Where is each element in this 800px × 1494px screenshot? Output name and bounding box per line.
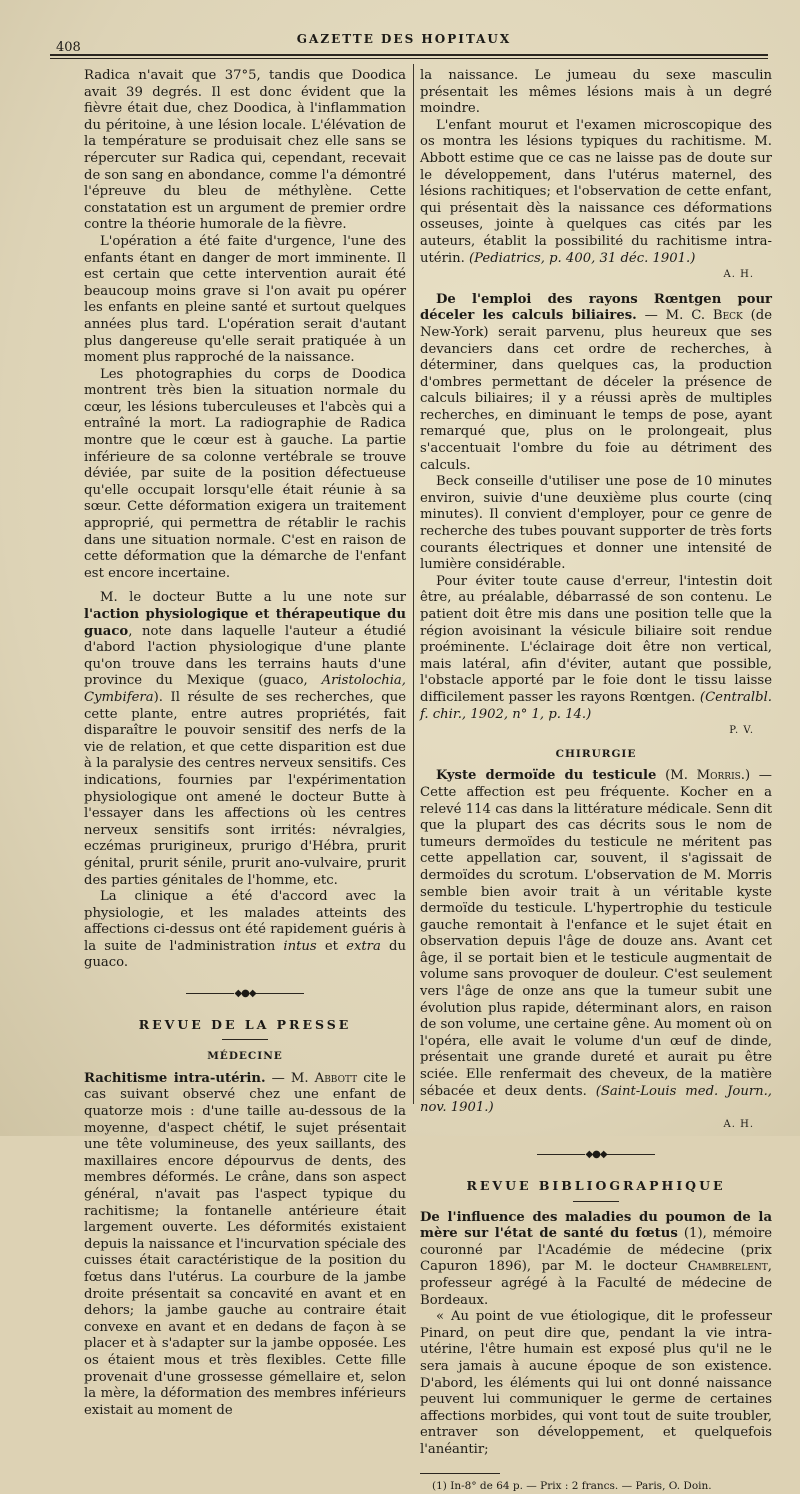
left-column: [84, 68, 406, 1419]
text: L'enfant mourut et l'examen microscopique des os montra les lésions typiques du rachitisme. M. Abbott estime que ce cas ne laisse pas de doute sur le développement, dans l'utérus maternel, des lésions rachitiques; et l'observation de cette enfant, qui présentait dès la naissance ces déformations osseuses, jointe à quelques cas cités par les auteurs, établit la possibilité du rachitisme intra-utérin.: [420, 118, 772, 266]
signature: A. H.: [420, 267, 772, 284]
short-rule: [222, 1039, 268, 1040]
footnote: (1) In-8° de 64 p. — Prix : 2 francs. — Paris, O. Doin.: [420, 1478, 772, 1494]
text: La clinique a été d'accord avec la physiologie, et les malades atteints des affections ci-dessus ont été rapidement guéris à la suite de l'administration: [84, 889, 406, 954]
text: M. le docteur Butte a lu une note sur: [100, 590, 406, 605]
term: intus: [283, 939, 316, 954]
section-ornament: ◆●◆: [420, 1147, 772, 1164]
guaco-title: l'action physiologique et thérapeutique du guaco: [84, 607, 406, 639]
paragraph: Les photographies du corps de Doodica montrent très bien la situation normale du cœur, les lésions tuberculeuses et l'abcès qui a entraîné la mort. La radiographie de Radica montre que le cœur est à gauche. La partie inférieure de sa colonne vertébrale se trouve déviée, par suite de la position défectueuse qu'elle occupait lorsqu'elle était réunie à sa sœur. Cette déformation exigera un traitement approprié, qui permettra de rétablir le rachis dans une situation normale. C'est en raison de cette déformation que la démarche de l'enfant est encore incertaine.: [84, 367, 406, 583]
page-header: [40, 26, 768, 60]
paragraph: L'opération a été faite d'urgence, l'une des enfants étant en danger de mort imminente. Il est certain que cette intervention aurait été beaucoup moins grave si l'on avait pu opérer les enfants en pleine santé et surtout quelques années plus tard. L'opération serait d'autant plus dangereuse qu'elle serait pratiquée à un moment plus rapproché de la naissance.: [84, 234, 406, 367]
text: du guaco.: [84, 939, 406, 971]
section-title-revue-biblio: REVUE BIBLIOGRAPHIQUE: [420, 1178, 772, 1195]
text: (M.: [656, 768, 696, 783]
author-name: Chambrelent: [688, 1259, 768, 1274]
text: — M. C.: [637, 308, 713, 323]
text: , professeur agrégé à la Faculté de médecine de Bordeaux.: [420, 1259, 772, 1307]
paragraph: Beck conseille d'utiliser une pose de 10 minutes environ, suivie d'une deuxième plus courte (cinq minutes). Il convient d'employer, pour ce genre de recherche des tubes pouvant supporter de très forts courants électriques et donner une intensité de lumière considérable.: [420, 474, 772, 574]
book-title: De l'influence des maladies du poumon de la mère sur l'état de santé du fœtus: [420, 1210, 772, 1242]
guaco-paragraph: [84, 590, 406, 889]
article-bibliographie: [420, 1210, 772, 1310]
reference: (Saint-Louis med. Journ., nov. 1901.): [420, 1084, 772, 1116]
subsection-chirurgie: CHIRURGIE: [420, 746, 772, 763]
signature: P. V.: [420, 723, 772, 740]
text: (de New-York) serait parvenu, plus heureux que ses devanciers dans cet ordre de recherches, à déterminer, dans quelques cas, la production d'ombres permettant de déceler la présence de calculs biliaires; il y a réussi après de multiples recherches, en diminuant le temps de pose, ayant remarqué que, plus on le prolongeait, plus s'accentuait l'ombre du foie au détriment des calculs.: [420, 308, 772, 472]
text: cite le cas suivant observé chez une enfant de quatorze mois : d'une taille au-dessous de la moyenne, d'aspect chétif, le sujet présentait une tête volumineuse, des yeux saillants, des maxillaires encore dépourvus de dents, des membres déformés. Le crâne, dans son aspect général, n'avait pas l'aspect typique du rachitisme; la fontanelle antérieure était largement ouverte. Les déformités existaient depuis la naissance et l'incurvation spéciale des cuisses était caractéristique de la position du fœtus dans l'utérus. La courbure de la jambe droite présentait sa concavité en avant et en dehors; la jambe gauche au contraire était convexe en avant et en dedans de façon à se placer et à s'adapter sur la jambe opposée. Les os étaient mous et très flexibles. Cette fille provenait d'une grossesse gémellaire et, selon la mère, la déformation des membres inférieurs existait au moment de: [84, 1071, 406, 1418]
species-name: Aristolochia, Cymbifera: [84, 673, 406, 705]
text: Pour éviter toute cause d'erreur, l'intestin doit être, au préalable, débarrassé de son contenu. Le patient doit être mis dans une position telle que la région avoisinant la vésicule biliaire soit rendue proéminente. L'éclairage doit être non vertical, mais latéral, afin d'éviter, autant que possible, l'obstacle apporté par le foie dont le tissu laisse difficilement passer les rayons Rœntgen.: [420, 574, 772, 705]
text: .) — Cette affection est peu fréquente. Kocher en a relevé 114 cas dans la littérature médicale. Senn dit que la plupart des cas décrits sous le nom de tumeurs dermoïdes du testicule ne méritent pas cette appellation car, souvent, il s'agissait de dermoïdes du scrotum. L'observation de M. Morris semble bien avoir trait à un véritable kyste dermoïde du testicule. L'hypertrophie du testicule gauche remontait à l'enfance et le sujet était en observation depuis l'âge de douze ans. Avant cet âge, il se portait bien et le testicule augmentait de volume sans provoquer de douleur. C'est seulement vers l'âge de onze ans que la tumeur subit une évolution plus rapide, déterminant alors, en raison de son volume, une certaine gêne. Au moment où on l'opéra, elle avait le volume d'un œuf de dinde, présentait une grande dureté et aurait pu être sciée. Elle renfermait des cheveux, de la matière sébacée et deux dents.: [420, 768, 772, 1098]
paragraph: Radica n'avait que 37°5, tandis que Doodica avait 39 degrés. Il est donc évident que la fièvre était due, chez Doodica, à l'inflammation du péritoine, à une lésion locale. L'élévation de la température se produisait chez elle sans se répercuter sur Radica qui, cependant, recevait de son sang en abondance, comme l'a démontré l'épreuve du bleu de méthylène. Cette constatation est un argument de premier ordre contre la théorie humorale de la fièvre.: [84, 68, 406, 234]
column-divider: [413, 64, 414, 1104]
reference: (Centralbl. f. chir., 1902, n° 1, p. 14.): [420, 690, 772, 722]
paragraph: la naissance. Le jumeau du sexe masculin présentait les mêmes lésions mais à un degré moindre.: [420, 68, 772, 118]
footnote-rule: [420, 1473, 500, 1474]
right-column: [420, 68, 772, 1494]
header-rule: [50, 54, 768, 56]
header-rule-thin: [50, 58, 768, 59]
text: et: [317, 939, 346, 954]
paragraph: [420, 118, 772, 267]
spacer: [420, 284, 772, 292]
paragraph: [84, 889, 406, 972]
article-title: Rachitisme intra-utérin.: [84, 1071, 266, 1086]
paragraph: [420, 574, 772, 723]
text: , note dans laquelle l'auteur a étudié d'abord l'action physiologique d'une plante qu'on trouve dans les terrains hauts d'une province du Mexique (guaco,: [84, 624, 406, 689]
text: ). Il résulte de ses recherches, que cette plante, entre autres propriétés, fait disparaître le pouvoir sensitif des nerfs de la vie de relation, et que cette disparition est due à la paralysie des centres nerveux sensitifs. Ces indications, fournies par l'expérimentation physiologique ont amené le docteur Butte à l'essayer dans les affections où les centres nerveux sensitifs sont irrités: névralgies, eczémas prurigineux, prurigo d'Hébra, prurit génital, prurit sénile, prurit ano-vulvaire, prurit des parties génitales de l'homme, etc.: [84, 690, 406, 888]
text: — M.: [266, 1071, 315, 1086]
author-name: Morris: [697, 768, 741, 783]
spacer: [84, 582, 406, 590]
term: extra: [346, 939, 381, 954]
article-kyste: [420, 768, 772, 1116]
article-title: Kyste dermoïde du testicule: [436, 768, 656, 783]
text: (1), mémoire couronné par l'Académie de médecine (prix Capuron 1896), par M. le docteur: [420, 1226, 772, 1274]
quote-paragraph: « Au point de vue étiologique, dit le professeur Pinard, on peut dire que, pendant la vie intra-utérine, l'être humain est exposé plus qu'il ne le sera jamais à aucune époque de son existence. D'abord, les éléments qui lui ont donné naissance peuvent lui communiquer le germe de certaines affections morbides, qui vont tout de suite troubler, entraver son développement, et quelquefois l'anéantir;: [420, 1309, 772, 1458]
running-title: GAZETTE DES HOPITAUX: [40, 32, 768, 46]
section-ornament: ◆●◆: [84, 986, 406, 1003]
author-name: Abbott: [315, 1071, 357, 1086]
signature: A. H.: [420, 1117, 772, 1134]
subsection-medecine: MÉDECINE: [84, 1048, 406, 1065]
reference: (Pediatrics, p. 400, 31 déc. 1901.): [469, 251, 695, 266]
article-title: De l'emploi des rayons Rœntgen pour déceler les calculs biliaires.: [420, 292, 772, 324]
page-number: 408: [56, 40, 81, 55]
article-rayons: [420, 292, 772, 475]
article-rachitisme: [84, 1071, 406, 1419]
section-title-revue-presse: REVUE DE LA PRESSE: [84, 1017, 406, 1034]
author-name: Beck: [713, 308, 743, 323]
short-rule: [573, 1201, 619, 1202]
